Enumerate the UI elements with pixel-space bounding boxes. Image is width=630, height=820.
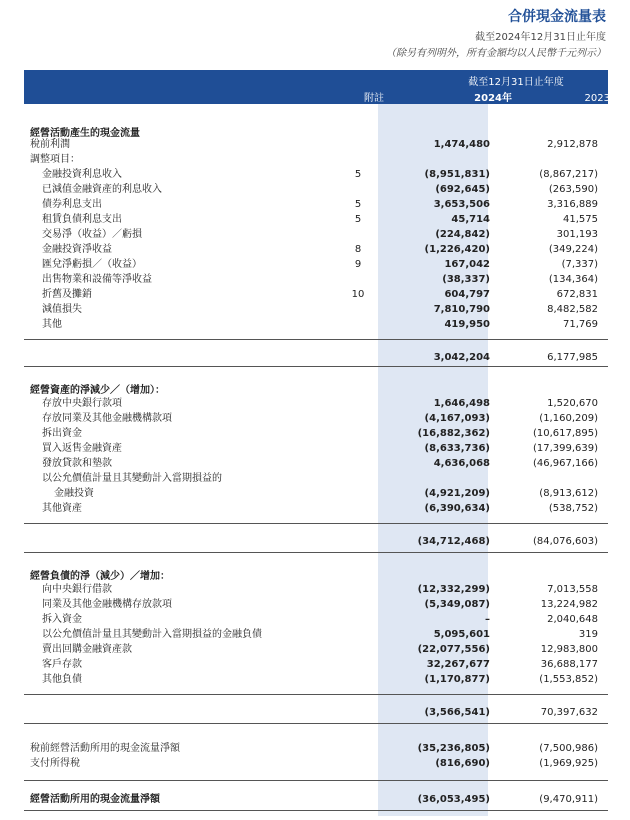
- row-label: 以公允價值計量且其變動計入當期損益的: [42, 473, 222, 484]
- divider-line: [24, 366, 608, 367]
- row-label: 存放同業及其他金融機構款項: [42, 413, 172, 424]
- subtotal-row: [30, 350, 598, 365]
- value-2023: (7,337): [561, 259, 598, 270]
- row-note: 10: [351, 289, 365, 300]
- value-2023: (538,752): [548, 503, 598, 514]
- value-2024: 419,950: [444, 319, 490, 330]
- value-2023: (8,867,217): [539, 169, 598, 180]
- value-2023: 301,193: [556, 229, 598, 240]
- value-2024: 1,474,480: [433, 139, 490, 150]
- value-2023: 12,983,800: [540, 644, 598, 655]
- row-label: 出售物業和設備等淨收益: [42, 274, 152, 285]
- row-label: 向中央銀行借款: [42, 584, 112, 595]
- row-label: 經營活動所用的現金流量淨額: [30, 794, 160, 805]
- table-row: [30, 396, 598, 411]
- value-2024: 32,267,677: [426, 659, 490, 670]
- divider-line: [24, 780, 608, 781]
- row-note: 5: [354, 214, 362, 225]
- value-2024: 5,095,601: [433, 629, 490, 640]
- row-label: 拆出資金: [42, 428, 82, 439]
- value-2023: (349,224): [548, 244, 598, 255]
- row-label: 租賃負債利息支出: [42, 214, 122, 225]
- divider-line: [24, 694, 608, 695]
- table-row: [30, 627, 598, 642]
- table-row: [30, 456, 598, 471]
- subtotal-row: [30, 534, 598, 549]
- row-label: 存放中央銀行款項: [42, 398, 122, 409]
- value-2023: (9,470,911): [539, 794, 598, 805]
- currency-note: （除另有列明外，所有金額均以人民幣千元列示）: [386, 48, 606, 59]
- row-label: 調整項目：: [30, 154, 80, 165]
- table-row: [30, 272, 598, 287]
- value-2023: (263,590): [548, 184, 598, 195]
- table-row: [30, 317, 598, 332]
- value-2024: 7,810,790: [433, 304, 490, 315]
- table-row: [30, 471, 598, 486]
- table-row: [30, 486, 598, 501]
- statement-title: 合併現金流量表: [508, 9, 606, 25]
- row-note: 9: [354, 259, 362, 270]
- value-2024: 45,714: [451, 214, 490, 225]
- value-2024: (34,712,468): [417, 536, 490, 547]
- value-2024: 3,042,204: [433, 352, 490, 363]
- value-2023: (84,076,603): [532, 536, 598, 547]
- row-label: 債券利息支出: [42, 199, 102, 210]
- table-row: [30, 287, 598, 302]
- value-2024: (38,337): [442, 274, 490, 285]
- value-2024: (1,170,877): [424, 674, 490, 685]
- value-2024: (4,921,209): [424, 488, 490, 499]
- value-2023: (1,553,852): [539, 674, 598, 685]
- table-row: [30, 212, 598, 227]
- note-column-header: 附註: [364, 93, 384, 104]
- value-2024: (12,332,299): [417, 584, 490, 595]
- row-note: 5: [354, 169, 362, 180]
- table-row: [30, 612, 598, 627]
- table-row: [30, 756, 598, 771]
- row-label: 賣出回購金融資產款: [42, 644, 132, 655]
- total-row: [30, 792, 598, 807]
- row-label: 其他: [42, 319, 62, 330]
- value-2024: (3,566,541): [424, 707, 490, 718]
- value-2024: (36,053,495): [417, 794, 490, 805]
- table-row: [30, 302, 598, 317]
- divider-line: [24, 339, 608, 340]
- value-2024: (16,882,362): [417, 428, 490, 439]
- value-2024: (35,236,805): [417, 743, 490, 754]
- table-row: [30, 242, 598, 257]
- row-label: 其他負債: [42, 674, 82, 685]
- value-2024: (692,645): [435, 184, 490, 195]
- table-row: [30, 441, 598, 456]
- value-2023: (1,160,209): [539, 413, 598, 424]
- value-2023: (46,967,166): [532, 458, 598, 469]
- value-2023: 672,831: [556, 289, 598, 300]
- row-label: 客戶存款: [42, 659, 82, 670]
- table-row: [30, 426, 598, 441]
- value-2023: (7,500,986): [539, 743, 598, 754]
- value-2023: 41,575: [563, 214, 598, 225]
- table-row: [30, 501, 598, 516]
- value-2023: 70,397,632: [540, 707, 598, 718]
- row-label: 其他資產: [42, 503, 82, 514]
- value-2024: 1,646,498: [433, 398, 490, 409]
- section-heading: 經營負債的淨（減少）／增加：: [30, 571, 170, 582]
- value-2023: 13,224,982: [540, 599, 598, 610]
- table-header: [24, 70, 620, 104]
- value-2023: 36,688,177: [540, 659, 598, 670]
- value-2024: 167,042: [444, 259, 490, 270]
- row-label: 稅前經營活動所用的現金流量淨額: [30, 743, 180, 754]
- value-2023: (17,399,639): [532, 443, 598, 454]
- value-2024: 4,636,068: [433, 458, 490, 469]
- row-label: 支付所得稅: [30, 758, 80, 769]
- value-2024: (6,390,634): [424, 503, 490, 514]
- row-label: 金融投資淨收益: [42, 244, 112, 255]
- divider-line: [24, 523, 608, 524]
- value-2023: 71,769: [563, 319, 598, 330]
- value-2024: (4,167,093): [424, 413, 490, 424]
- value-2024: (816,690): [435, 758, 490, 769]
- section-heading: 經營活動產生的現金流量: [30, 128, 140, 139]
- value-2023: 319: [578, 629, 598, 640]
- period-span-label: 截至12月31日止年度: [468, 77, 564, 88]
- value-2024: (22,077,556): [417, 644, 490, 655]
- divider-line: [24, 552, 608, 553]
- value-2023: 7,013,558: [547, 584, 598, 595]
- row-label: 金融投資利息收入: [42, 169, 122, 180]
- table-row: [30, 197, 598, 212]
- year-2024-header: 2024年: [474, 93, 512, 104]
- divider-line: [24, 810, 608, 811]
- table-row: [30, 152, 598, 167]
- value-2024: (8,633,736): [424, 443, 490, 454]
- value-2024: 3,653,506: [433, 199, 490, 210]
- row-label: 已減值金融資產的利息收入: [42, 184, 162, 195]
- period-line: 截至2024年12月31日止年度: [475, 32, 606, 43]
- value-2023: (134,364): [548, 274, 598, 285]
- row-label: 金融投資: [54, 488, 94, 499]
- table-row: [30, 182, 598, 197]
- value-2023: 2,912,878: [547, 139, 598, 150]
- table-row: [30, 741, 598, 756]
- value-2023: 1,520,670: [547, 398, 598, 409]
- table-row: [30, 257, 598, 272]
- section-heading: 經營資產的淨減少／（增加）：: [30, 385, 165, 396]
- year-2023-header: 2023年: [584, 93, 620, 104]
- value-2023: (1,969,925): [539, 758, 598, 769]
- table-row: [30, 411, 598, 426]
- row-label: 以公允價值計量且其變動計入當期損益的金融負債: [42, 629, 262, 640]
- value-2023: 8,482,582: [547, 304, 598, 315]
- row-label: 買入返售金融資產: [42, 443, 122, 454]
- value-2024: (8,951,831): [424, 169, 490, 180]
- table-row: [30, 167, 598, 182]
- table-row: [30, 597, 598, 612]
- value-2024: (5,349,087): [424, 599, 490, 610]
- row-label: 折舊及攤銷: [42, 289, 92, 300]
- value-2023: (8,913,612): [539, 488, 598, 499]
- value-2023: (10,617,895): [532, 428, 598, 439]
- subtotal-row: [30, 705, 598, 720]
- value-2023: 2,040,648: [547, 614, 598, 625]
- table-row: [30, 672, 598, 687]
- value-2023: 6,177,985: [547, 352, 598, 363]
- row-label: 匯兌淨虧損／（收益）: [42, 259, 142, 270]
- table-row: [30, 227, 598, 242]
- row-note: 5: [354, 199, 362, 210]
- table-row: [30, 642, 598, 657]
- value-2024: –: [485, 614, 490, 625]
- row-label: 稅前利潤: [30, 139, 70, 150]
- row-label: 發放貸款和墊款: [42, 458, 112, 469]
- row-label: 同業及其他金融機構存放款項: [42, 599, 172, 610]
- row-label: 拆入資金: [42, 614, 82, 625]
- value-2024: (1,226,420): [424, 244, 490, 255]
- value-2024: (224,842): [435, 229, 490, 240]
- row-note: 8: [354, 244, 362, 255]
- value-2023: 3,316,889: [547, 199, 598, 210]
- divider-line: [24, 723, 608, 724]
- table-row: [30, 137, 598, 152]
- value-2024: 604,797: [444, 289, 490, 300]
- row-label: 減值損失: [42, 304, 82, 315]
- row-label: 交易淨（收益）／虧損: [42, 229, 142, 240]
- table-row: [30, 657, 598, 672]
- table-row: [30, 582, 598, 597]
